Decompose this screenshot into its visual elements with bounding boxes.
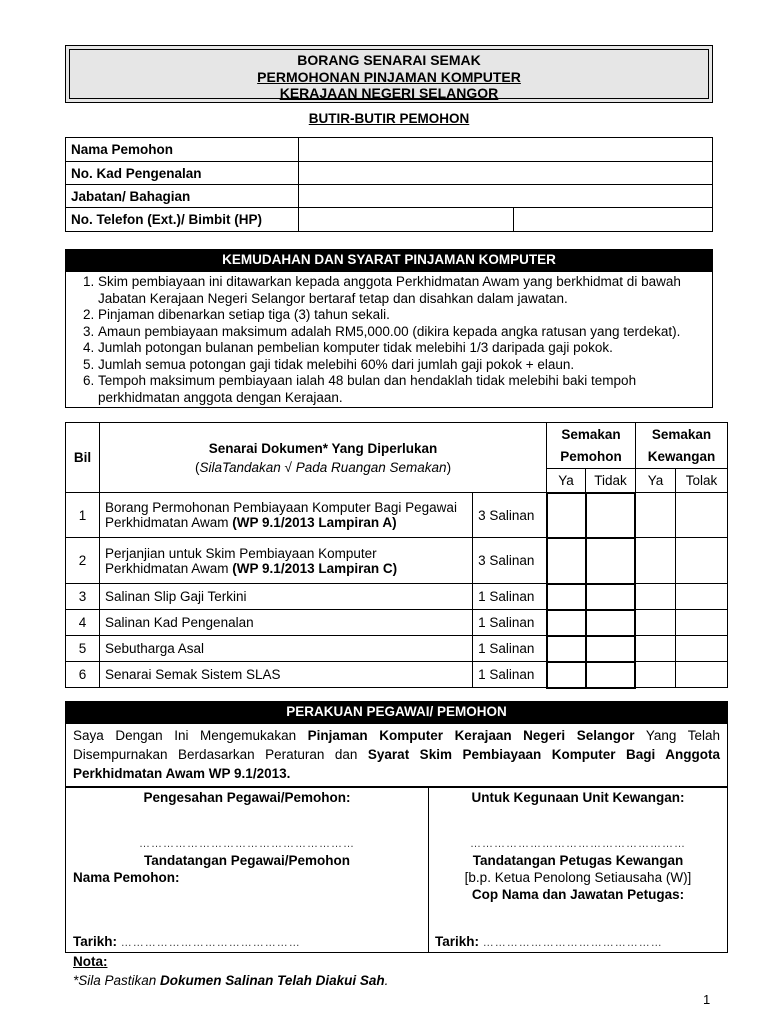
check-ya-kewangan[interactable] xyxy=(635,493,675,538)
col-tolak-kewangan: Tolak xyxy=(675,469,727,493)
finance-bp-label: [b.p. Ketua Penolong Setiausaha (W)] xyxy=(464,870,692,885)
applicant-table xyxy=(65,137,713,232)
check-ya-pemohon[interactable] xyxy=(547,493,586,538)
applicant-signature-box xyxy=(65,787,429,953)
applicant-signature-title: Pengesahan Pegawai/Pemohon: xyxy=(143,790,351,805)
finance-signature-line[interactable]: ……………………………………………… xyxy=(470,838,686,850)
field-input-phone-mobile[interactable] xyxy=(514,208,713,232)
check-tolak-kewangan[interactable] xyxy=(675,493,727,538)
conditions-box xyxy=(65,271,713,408)
applicant-heading: BUTIR-BUTIR PEMOHON xyxy=(308,111,470,126)
field-label-phone: No. Telefon (Ext.)/ Bimbit (HP) xyxy=(66,208,299,232)
row-doc-line1: Perjanjian untuk Skim Pembiayaan Komputer xyxy=(104,545,377,561)
check-ya-pemohon[interactable] xyxy=(547,538,586,584)
finance-date-label: Tarikh: xyxy=(435,934,480,949)
form-title-box xyxy=(65,45,713,103)
finance-signature-box xyxy=(428,787,728,953)
check-ya-kewangan[interactable] xyxy=(635,662,675,688)
condition-item: 1. Skim pembiayaan ini ditawarkan kepada anggota Perkhidmatan Awam yang berkhidmat di bawah Jabatan Kerajaan Negeri Selangor bertaraf tetap dan disahkan dalam jawatan. xyxy=(98,274,702,307)
check-tolak-kewangan[interactable] xyxy=(675,636,727,662)
row-document xyxy=(99,493,472,538)
finance-date xyxy=(435,934,663,949)
table-row xyxy=(66,584,728,610)
col-documents-note: SilaTandakan √ Pada Ruangan Semakan xyxy=(199,459,447,475)
applicant-signature-label: Tandatangan Pegawai/Pemohon xyxy=(143,853,351,868)
row-copies: 1 Salinan xyxy=(473,584,547,610)
col-documents-title: Senarai Dokumen* Yang Diperlukan xyxy=(208,440,438,456)
col-note-open: ( xyxy=(194,459,200,475)
check-tidak-pemohon[interactable] xyxy=(586,610,636,636)
col-semakan-pemohon xyxy=(547,423,636,469)
row-copies: 3 Salinan xyxy=(473,538,547,584)
finance-cop-label: Cop Nama dan Jawatan Petugas: xyxy=(471,887,685,902)
declaration-part-bold: Syarat Skim Pembiayaan Komputer Bagi Anggota Perkhidmatan Awam WP 9.1/2013. xyxy=(73,747,720,781)
field-input-name[interactable] xyxy=(299,138,713,162)
col-semakan-pemohon-line2: Pemohon xyxy=(560,448,622,464)
declaration-text xyxy=(65,723,728,787)
row-number: 6 xyxy=(66,662,100,688)
form-title-line3: KERAJAAN NEGERI SELANGOR xyxy=(279,85,499,101)
check-tidak-pemohon[interactable] xyxy=(586,493,636,538)
note-text xyxy=(73,973,388,988)
row-doc-line2: Perkhidmatan Awam xyxy=(104,515,233,530)
row-doc-ref: (WP 9.1/2013 Lampiran C) xyxy=(232,560,398,576)
check-tolak-kewangan[interactable] xyxy=(675,662,727,688)
applicant-date-label: Tarikh: xyxy=(73,934,118,949)
col-semakan-kewangan-line2: Kewangan xyxy=(647,448,716,464)
check-ya-pemohon[interactable] xyxy=(547,584,586,610)
row-copies: 1 Salinan xyxy=(473,636,547,662)
table-row xyxy=(66,610,728,636)
declaration-heading: PERAKUAN PEGAWAI/ PEMOHON xyxy=(65,701,728,723)
form-title-line1: BORANG SENARAI SEMAK xyxy=(297,52,481,68)
applicant-name-label: Nama Pemohon: xyxy=(73,870,180,885)
table-row xyxy=(66,662,728,688)
col-semakan-pemohon-line1: Semakan xyxy=(561,426,621,442)
row-document: Salinan Kad Pengenalan xyxy=(99,610,472,636)
check-tidak-pemohon[interactable] xyxy=(586,538,636,584)
row-copies: 1 Salinan xyxy=(473,610,547,636)
condition-item: 4. Jumlah potongan bulanan pembelian komputer tidak melebihi 1/3 daripada gaji pokok. xyxy=(98,340,702,357)
row-document: Sebutharga Asal xyxy=(99,636,472,662)
finance-date-field[interactable]: ……………………………………… xyxy=(482,937,663,949)
col-semakan-kewangan-line1: Semakan xyxy=(651,426,712,442)
declaration-part: Saya Dengan Ini Mengemukakan xyxy=(73,728,308,743)
field-label-department: Jabatan/ Bahagian xyxy=(66,185,299,208)
check-ya-kewangan[interactable] xyxy=(635,636,675,662)
row-number: 4 xyxy=(66,610,100,636)
row-doc-ref: (WP 9.1/2013 Lampiran A) xyxy=(232,515,397,530)
condition-item: 3. Amaun pembiayaan maksimum adalah RM5,000.00 (dikira kepada angka ratusan yang terdekat). xyxy=(98,324,702,341)
field-input-phone-ext[interactable] xyxy=(299,208,514,232)
applicant-signature-line[interactable]: ……………………………………………… xyxy=(139,838,355,850)
form-title-line2: PERMOHONAN PINJAMAN KOMPUTER xyxy=(257,68,521,85)
condition-item: 2. Pinjaman dibenarkan setiap tiga (3) tahun sekali. xyxy=(98,307,702,324)
row-copies: 1 Salinan xyxy=(473,662,547,688)
row-number: 1 xyxy=(66,493,100,538)
declaration-part: Yang Telah Disempurnakan Berdasarkan Peraturan dan xyxy=(73,728,720,762)
col-ya-kewangan: Ya xyxy=(635,469,675,493)
row-document xyxy=(99,538,472,584)
condition-item: 5. Jumlah semua potongan gaji tidak melebihi 60% dari jumlah gaji pokok + elaun. xyxy=(98,357,702,374)
applicant-date xyxy=(73,934,301,949)
note-prefix: *Sila Pastikan xyxy=(73,973,161,988)
check-ya-pemohon[interactable] xyxy=(547,662,586,688)
row-number: 5 xyxy=(66,636,100,662)
applicant-date-field[interactable]: ……………………………………… xyxy=(120,937,301,949)
check-tolak-kewangan[interactable] xyxy=(675,584,727,610)
col-documents xyxy=(99,423,546,493)
col-tidak-pemohon: Tidak xyxy=(586,469,636,493)
table-row xyxy=(66,538,728,584)
check-ya-kewangan[interactable] xyxy=(635,584,675,610)
field-input-department[interactable] xyxy=(299,185,713,208)
table-row xyxy=(66,636,728,662)
check-tidak-pemohon[interactable] xyxy=(586,584,636,610)
field-input-ic[interactable] xyxy=(299,162,713,185)
row-number: 3 xyxy=(66,584,100,610)
row-number: 2 xyxy=(66,538,100,584)
finance-signature-label: Tandatangan Petugas Kewangan xyxy=(472,853,684,868)
check-ya-pemohon[interactable] xyxy=(547,610,586,636)
finance-signature-title: Untuk Kegunaan Unit Kewangan: xyxy=(471,790,685,805)
row-copies: 3 Salinan xyxy=(473,493,547,538)
field-label-ic: No. Kad Pengenalan xyxy=(66,162,299,185)
conditions-heading: KEMUDAHAN DAN SYARAT PINJAMAN KOMPUTER xyxy=(65,249,713,271)
col-semakan-kewangan xyxy=(635,423,727,469)
row-doc-line2: Perkhidmatan Awam xyxy=(104,560,233,576)
check-tolak-kewangan[interactable] xyxy=(675,610,727,636)
col-bil: Bil xyxy=(66,423,100,493)
note-label: Nota: xyxy=(73,954,108,969)
page-number: 1 xyxy=(703,992,711,1007)
check-ya-kewangan[interactable] xyxy=(635,610,675,636)
table-row xyxy=(66,493,728,538)
field-label-name: Nama Pemohon xyxy=(66,138,299,162)
check-tolak-kewangan[interactable] xyxy=(675,538,727,584)
condition-item: 6. Tempoh maksimum pembiayaan ialah 48 bulan dan hendaklah tidak melebihi baki tempoh perkhidmatan anggota dengan Kerajaan. xyxy=(98,373,702,406)
col-note-close: ) xyxy=(446,459,452,475)
row-document: Senarai Semak Sistem SLAS xyxy=(99,662,472,688)
row-doc-line1: Borang Permohonan Pembiayaan Komputer Bagi Pegawai xyxy=(104,500,457,515)
conditions-list xyxy=(66,272,712,408)
check-ya-pemohon[interactable] xyxy=(547,636,586,662)
note-suffix: . xyxy=(384,973,389,988)
check-tidak-pemohon[interactable] xyxy=(586,636,636,662)
check-tidak-pemohon[interactable] xyxy=(586,662,636,688)
check-ya-kewangan[interactable] xyxy=(635,538,675,584)
documents-table xyxy=(65,422,728,689)
col-ya-pemohon: Ya xyxy=(547,469,586,493)
note-bold: Dokumen Salinan Telah Diakui Sah xyxy=(160,973,385,988)
declaration-part-bold: Pinjaman Komputer Kerajaan Negeri Selangor xyxy=(307,728,635,743)
row-document: Salinan Slip Gaji Terkini xyxy=(99,584,472,610)
